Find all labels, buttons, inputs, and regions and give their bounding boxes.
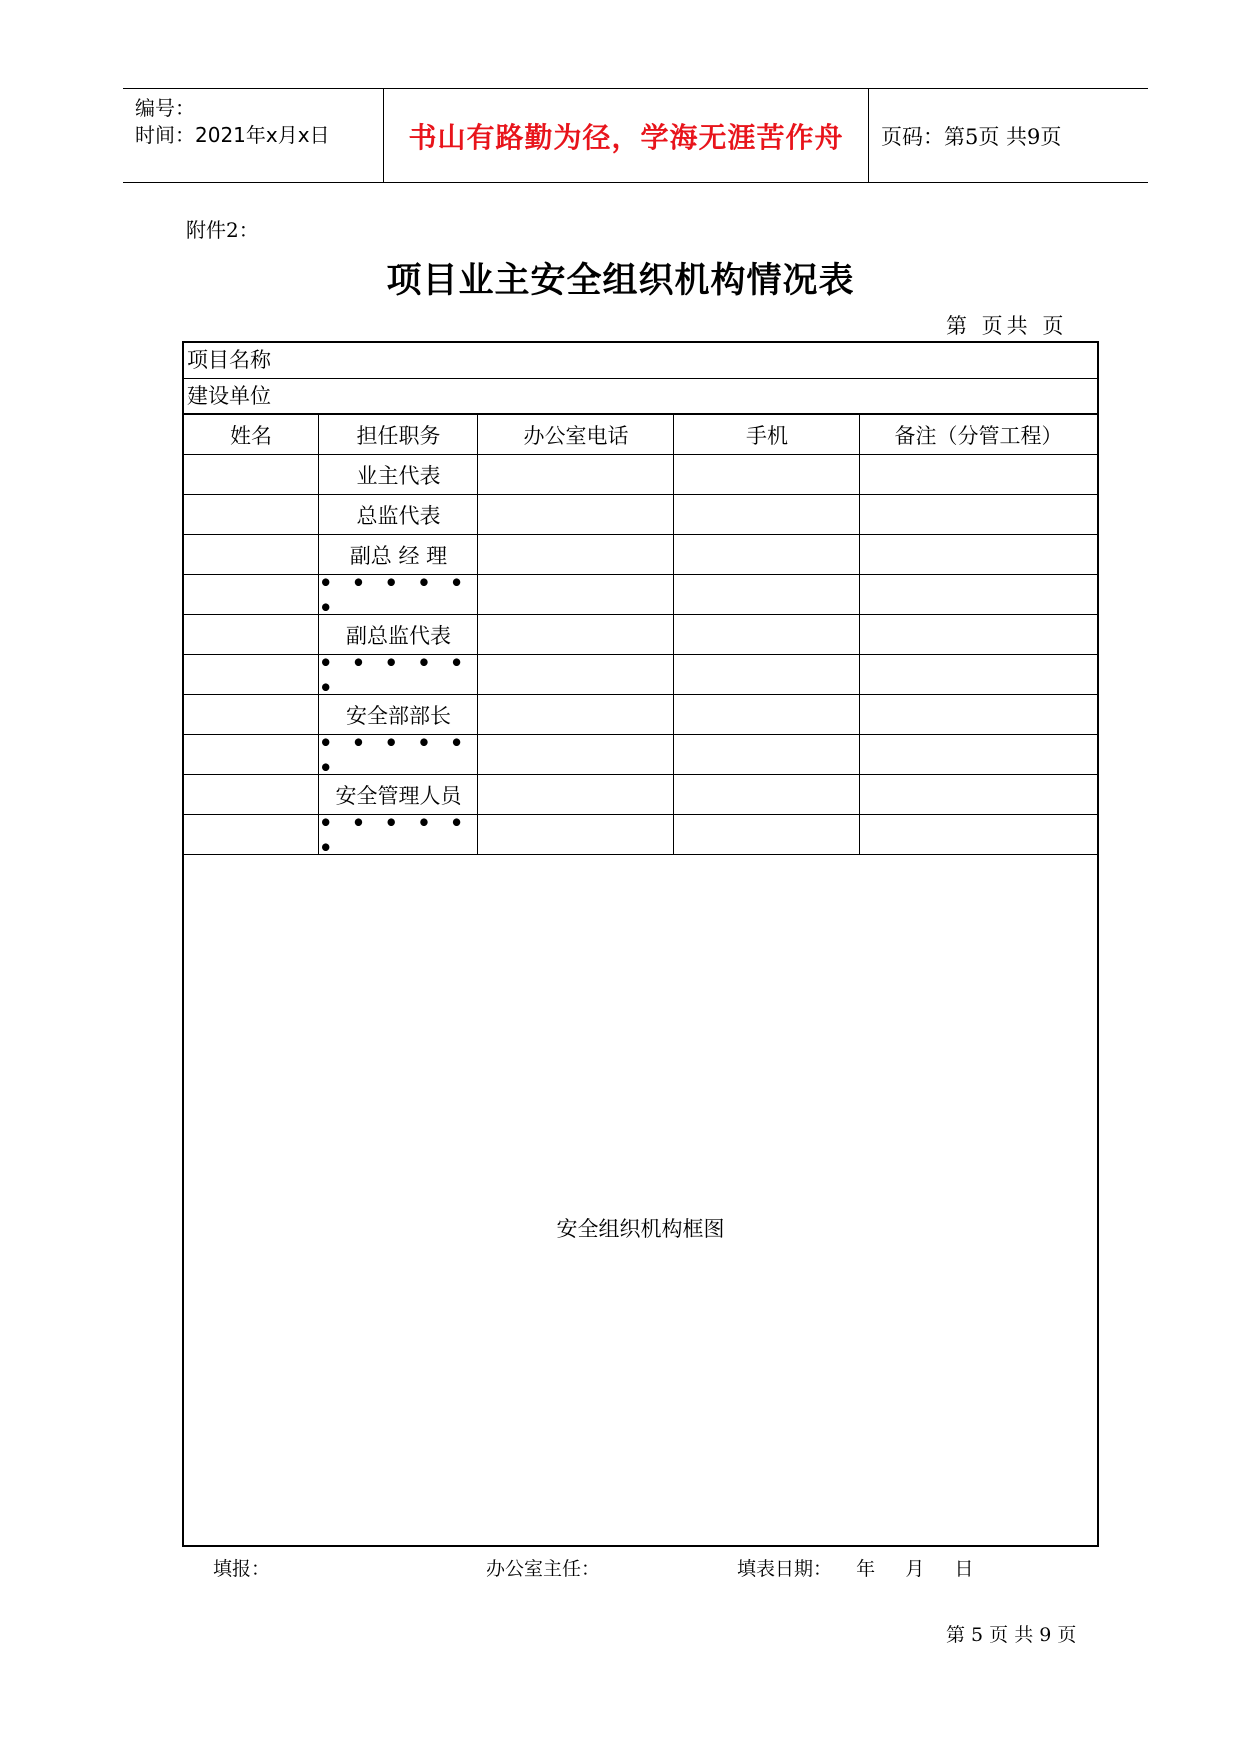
project-name-label: 项目名称 (187, 348, 271, 372)
table-cell: 业主代表 (318, 455, 478, 494)
page-footer: 第 5 页 共 9 页 (946, 1624, 1077, 1646)
table-cell (859, 615, 1097, 654)
construction-unit-row (184, 379, 1097, 415)
serial-label: 编号： (135, 96, 195, 120)
table-cell (477, 455, 674, 494)
page-blank-label: 第 页共 页 (946, 314, 1068, 338)
table-cell (184, 775, 318, 814)
table-cell (673, 775, 860, 814)
table-cell (673, 535, 860, 574)
table-cell (859, 495, 1097, 534)
filler-label: 填报： (213, 1558, 271, 1580)
table-cell (477, 575, 674, 614)
page-title: 项目业主安全组织机构情况表 (386, 260, 855, 301)
table-cell: • • • • • • (318, 735, 478, 774)
table-cell (673, 655, 860, 694)
table-row (184, 649, 1097, 700)
motto-text: 书山有路勤为径，学海无涯苦作舟 (408, 120, 844, 154)
table-cell (859, 575, 1097, 614)
table-cell (859, 815, 1097, 854)
table-cell (184, 655, 318, 694)
table-cell (477, 655, 674, 694)
table-cell (184, 615, 318, 654)
table-cell: 安全管理人员 (318, 775, 478, 814)
column-header: 担任职务 (318, 415, 478, 454)
table-cell (673, 495, 860, 534)
table-cell (477, 615, 674, 654)
table-cell (673, 695, 860, 734)
org-diagram-title: 安全组织机构框图 (556, 1217, 725, 1241)
annex-label: 附件2： (186, 218, 259, 242)
table-cell (184, 495, 318, 534)
table-cell (859, 695, 1097, 734)
header-motto-cell (383, 89, 869, 182)
table-cell (859, 655, 1097, 694)
table-cell (184, 695, 318, 734)
column-header: 手机 (673, 415, 860, 454)
table-row (184, 455, 1097, 495)
table-cell: 安全部部长 (318, 695, 478, 734)
page-counter: 页码：第5页 共9页 (881, 124, 1062, 149)
column-header: 办公室电话 (477, 415, 674, 454)
table-cell: • • • • • • (318, 655, 478, 694)
table-cell (184, 575, 318, 614)
project-name-row (184, 343, 1097, 379)
table-row (184, 569, 1097, 620)
header-meta-cell (123, 89, 383, 182)
table-cell: 副总 经 理 (318, 535, 478, 574)
table-cell (477, 735, 674, 774)
date-label: 时间：2021年x月x日 (135, 123, 330, 147)
table-cell (673, 455, 860, 494)
table-cell (184, 815, 318, 854)
table-cell (184, 735, 318, 774)
table-cell (673, 735, 860, 774)
table-cell (673, 615, 860, 654)
table-cell (477, 695, 674, 734)
table-row (184, 809, 1097, 860)
column-header: 备注（分管工程） (859, 415, 1097, 454)
table-cell (477, 535, 674, 574)
fill-date-label: 填表日期： 年 月 日 (737, 1558, 974, 1580)
table-cell (673, 575, 860, 614)
table-cell: • • • • • • (318, 575, 478, 614)
table-cell: 总监代表 (318, 495, 478, 534)
table-header-row (184, 415, 1097, 455)
table-cell (859, 735, 1097, 774)
table-row (184, 729, 1097, 780)
document-header (123, 88, 1148, 183)
office-director-label: 办公室主任： (486, 1558, 601, 1580)
table-cell: 副总监代表 (318, 615, 478, 654)
table-cell (859, 535, 1097, 574)
table-cell (184, 455, 318, 494)
construction-unit-label: 建设单位 (187, 384, 271, 408)
table-cell (477, 775, 674, 814)
table-cell (859, 455, 1097, 494)
column-header: 姓名 (230, 423, 272, 448)
table-cell (184, 535, 318, 574)
table-cell (477, 495, 674, 534)
table-row (184, 495, 1097, 535)
organization-table (182, 341, 1099, 1547)
table-cell: • • • • • • (318, 815, 478, 854)
table-cell (477, 815, 674, 854)
table-cell (859, 775, 1097, 814)
header-page-cell (869, 89, 1148, 182)
table-cell (673, 815, 860, 854)
